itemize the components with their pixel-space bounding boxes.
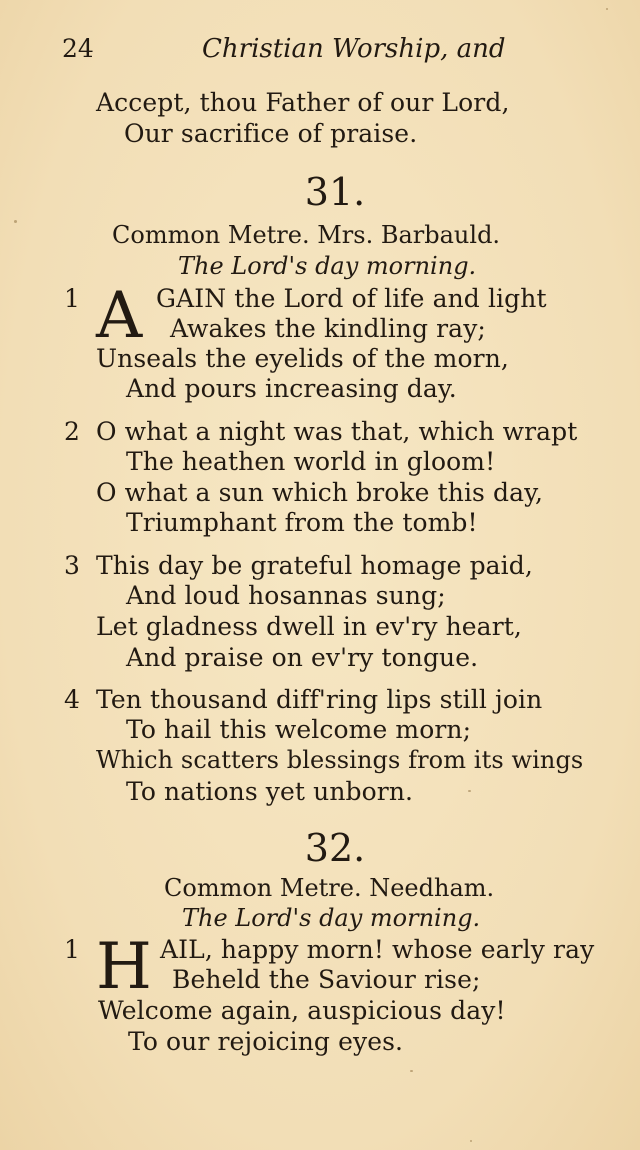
verse-line: The heathen world in gloom! bbox=[126, 447, 496, 476]
verse-number: 2 bbox=[64, 417, 80, 446]
verse-line: Ten thousand diff'ring lips still join bbox=[96, 685, 543, 714]
verse-line: Which scatters blessings from its wings bbox=[96, 746, 584, 774]
hymn-31-metre: Common Metre. Mrs. Barbauld. bbox=[112, 221, 501, 249]
hymn-32-metre: Common Metre. Needham. bbox=[164, 874, 495, 902]
hymn-32-number: 32. bbox=[304, 826, 366, 870]
verse-line: AIL, happy morn! whose early ray bbox=[160, 935, 595, 964]
verse-line: Beheld the Saviour rise; bbox=[172, 965, 481, 994]
verse-number: 3 bbox=[64, 551, 80, 580]
verse-line: This day be grateful homage paid, bbox=[96, 551, 533, 580]
hymn-31-subtitle: The Lord's day morning. bbox=[178, 252, 477, 280]
verse-number: 1 bbox=[64, 284, 80, 313]
hymn-31-number: 31. bbox=[304, 170, 366, 214]
verse-line: Awakes the kindling ray; bbox=[170, 314, 486, 343]
verse-line: Unseals the eyelids of the morn, bbox=[96, 344, 509, 373]
verse-line: O what a sun which broke this day, bbox=[96, 478, 544, 507]
verse-line: Triumphant from the tomb! bbox=[126, 508, 478, 537]
verse-line: To nations yet unborn. bbox=[126, 777, 414, 806]
paper-speck bbox=[410, 1070, 413, 1072]
paper-speck bbox=[14, 220, 17, 223]
running-title: Christian Worship, and bbox=[202, 34, 506, 64]
verse-number: 1 bbox=[64, 935, 80, 964]
carryover-line-2: Our sacrifice of praise. bbox=[124, 119, 418, 148]
verse-line: And praise on ev'ry tongue. bbox=[126, 643, 479, 672]
paper-speck bbox=[468, 790, 471, 792]
verse-number: 4 bbox=[64, 685, 80, 714]
drop-cap: A bbox=[96, 279, 143, 353]
page-number: 24 bbox=[62, 34, 94, 63]
verse-line: Welcome again, auspicious day! bbox=[98, 996, 506, 1025]
verse-line: And pours increasing day. bbox=[126, 374, 457, 403]
verse-line: GAIN the Lord of life and light bbox=[156, 284, 547, 313]
paper-speck bbox=[470, 1140, 472, 1142]
drop-cap: H bbox=[96, 930, 152, 1004]
verse-line: O what a night was that, which wrapt bbox=[96, 417, 578, 446]
carryover-line-1: Accept, thou Father of our Lord, bbox=[96, 88, 510, 117]
verse-line: Let gladness dwell in ev'ry heart, bbox=[96, 612, 522, 641]
verse-line: And loud hosannas sung; bbox=[126, 581, 446, 610]
verse-line: To our rejoicing eyes. bbox=[128, 1027, 404, 1056]
verse-line: To hail this welcome morn; bbox=[126, 715, 472, 744]
running-header bbox=[62, 34, 506, 70]
hymn-32-subtitle: The Lord's day morning. bbox=[182, 904, 481, 932]
paper-speck bbox=[606, 8, 608, 10]
